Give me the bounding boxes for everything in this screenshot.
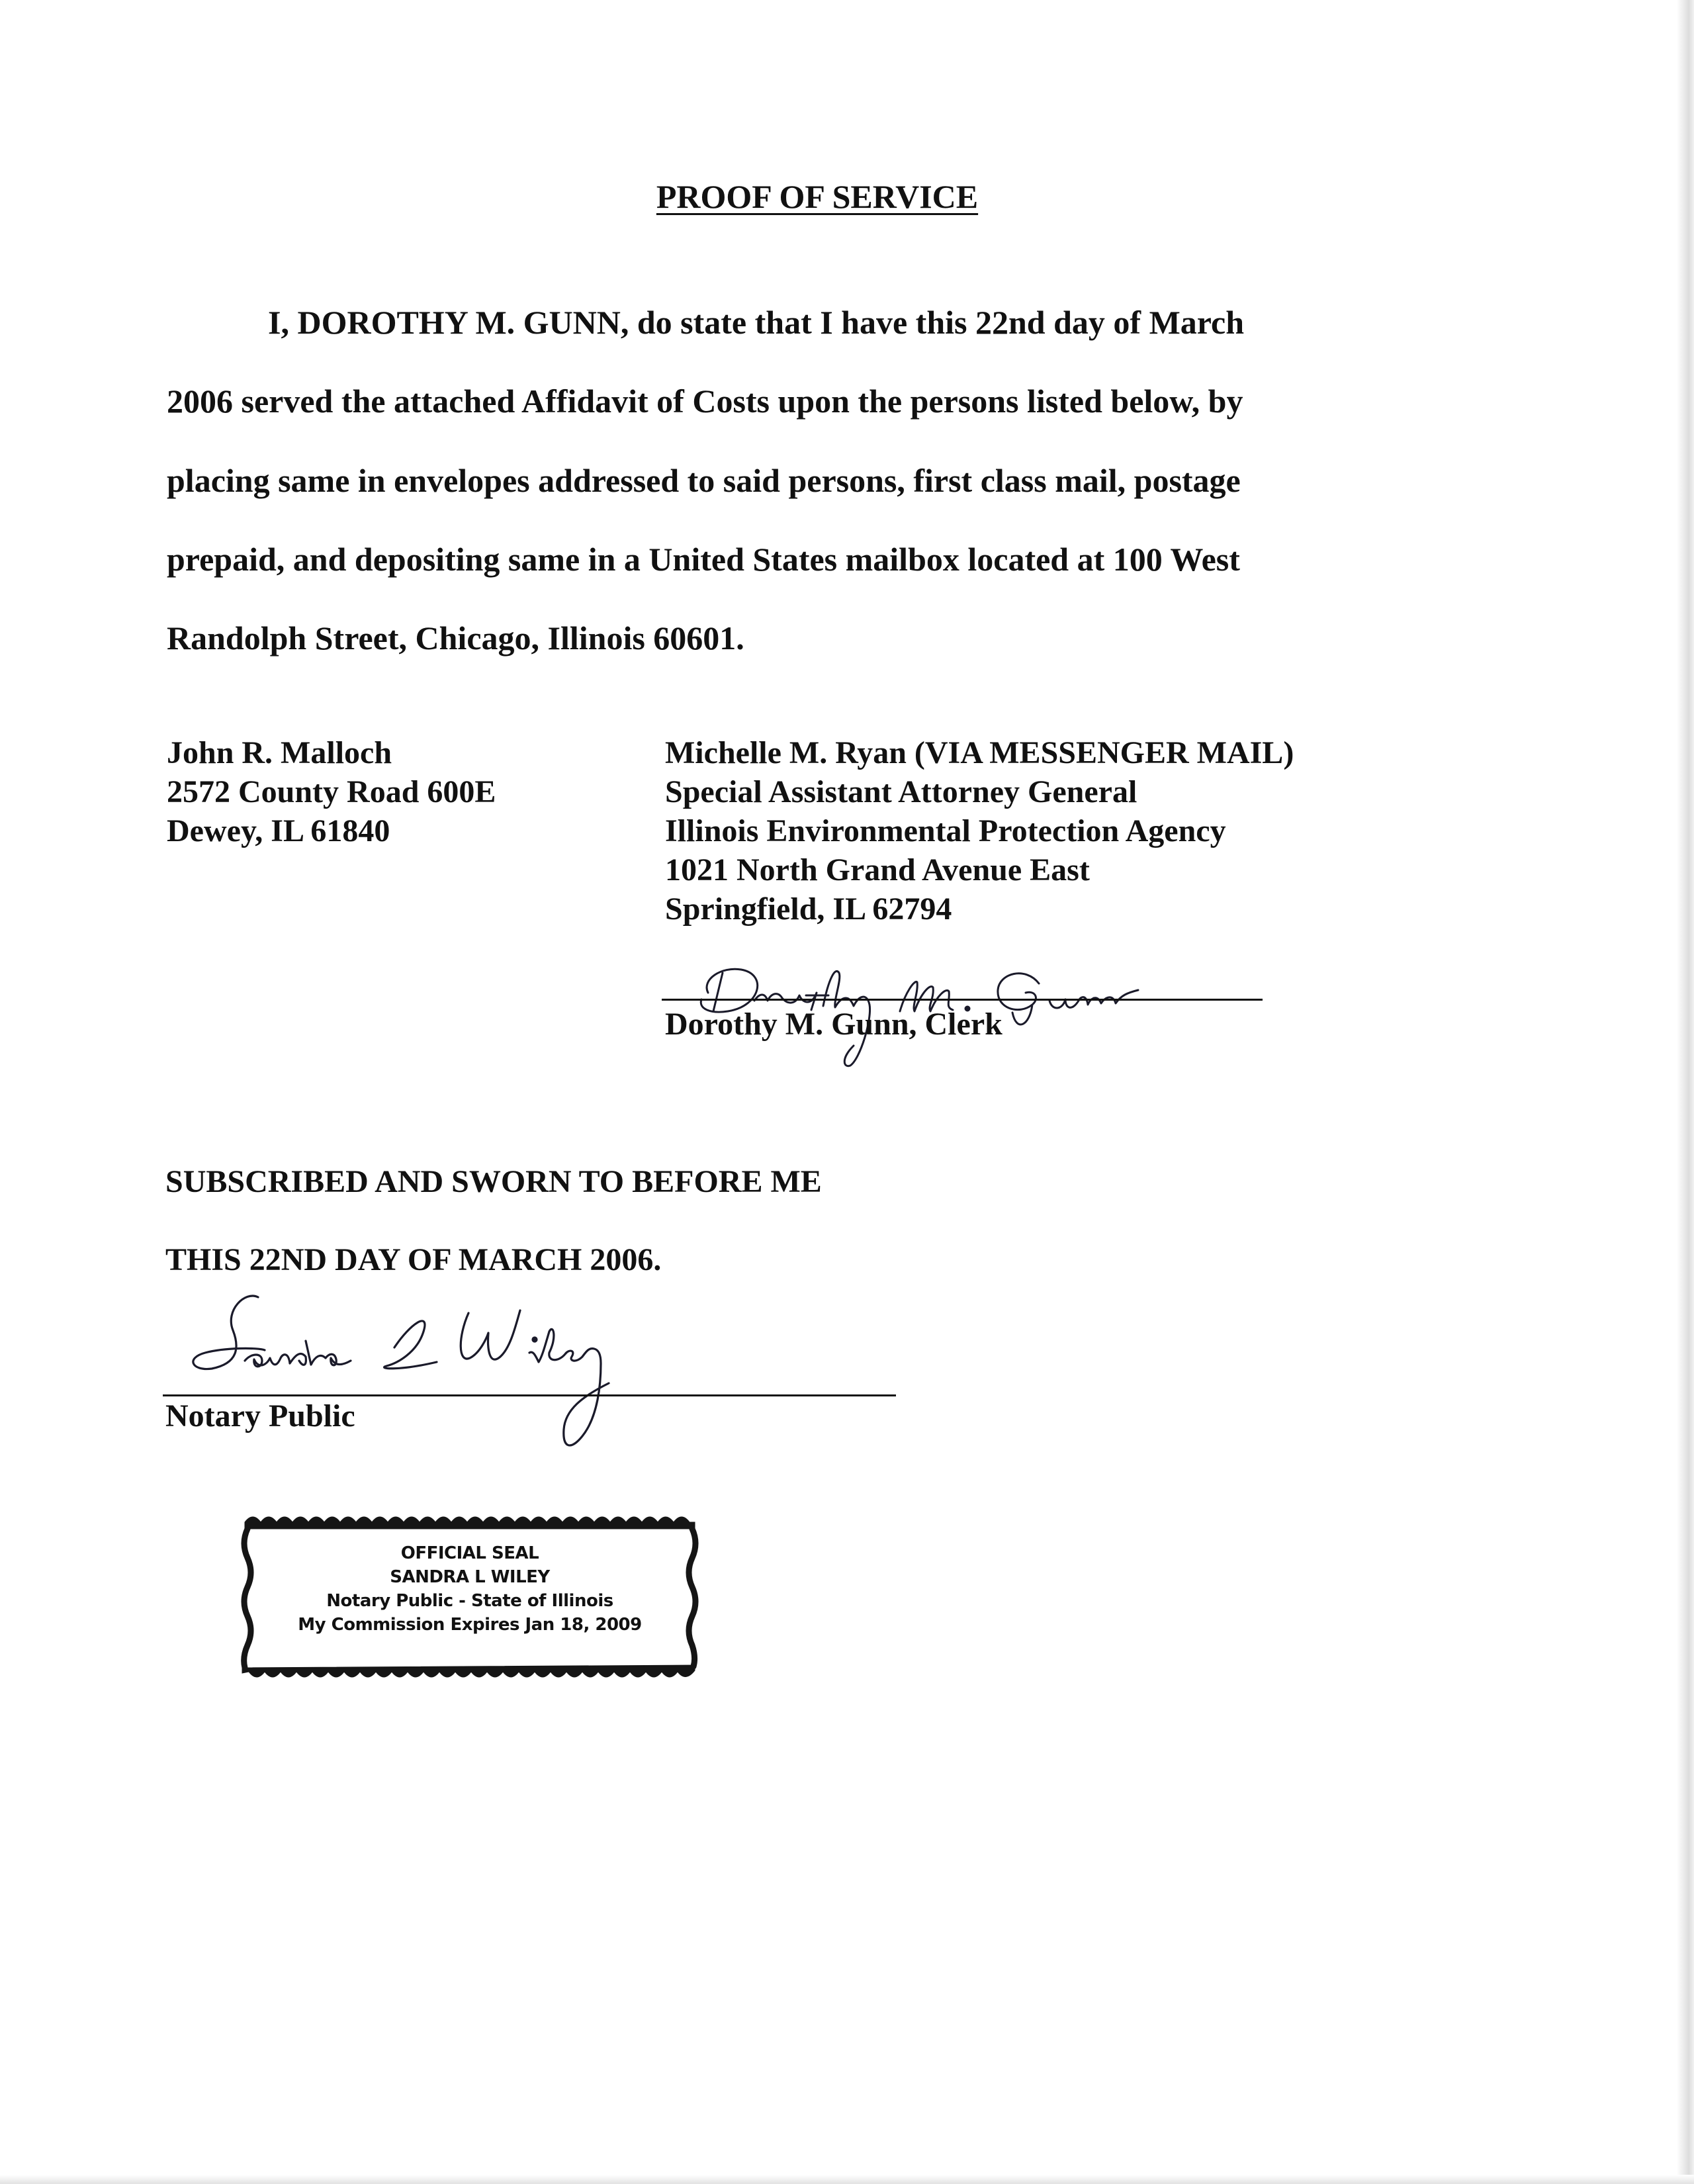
recipient-right-title: Special Assistant Attorney General [665, 774, 1137, 809]
jurat-line-2: THIS 22ND DAY OF MARCH 2006. [165, 1242, 662, 1277]
recipient-right-name: Michelle M. Ryan (VIA MESSENGER MAIL) [665, 735, 1294, 770]
notary-signature-caption: Notary Public [165, 1398, 355, 1433]
paragraph-line-2: 2006 served the attached Affidavit of Costs upon the persons listed below, by [167, 383, 1243, 420]
paragraph-line-5: Randolph Street, Chicago, Illinois 60601. [167, 619, 744, 657]
scan-edge-bottom [0, 2175, 1694, 2184]
recipient-right-street: 1021 North Grand Avenue East [665, 852, 1090, 887]
recipient-left-city: Dewey, IL 61840 [167, 813, 390, 848]
seal-line-4: My Commission Expires Jan 18, 2009 [298, 1615, 642, 1635]
clerk-signature-caption: Dorothy M. Gunn, Clerk [665, 1007, 1003, 1042]
recipient-left-name: John R. Malloch [167, 735, 392, 770]
paragraph-line-3: placing same in envelopes addressed to said persons, first class mail, postage [167, 462, 1241, 499]
seal-line-2: SANDRA L WILEY [390, 1567, 550, 1587]
notary-signature-line [163, 1394, 896, 1396]
paragraph-line-4: prepaid, and depositing same in a United States mailbox located at 100 West [167, 541, 1240, 578]
seal-line-3: Notary Public - State of Illinois [326, 1591, 613, 1611]
seal-line-1: OFFICIAL SEAL [400, 1543, 539, 1563]
clerk-signature-line [662, 999, 1263, 1001]
page-title [0, 177, 1634, 216]
recipient-right-agency: Illinois Environmental Protection Agency [665, 813, 1226, 848]
jurat-line-1: SUBSCRIBED AND SWORN TO BEFORE ME [165, 1164, 822, 1199]
recipient-left-street: 2572 County Road 600E [167, 774, 496, 809]
page-title-text: PROOF OF SERVICE [656, 178, 979, 215]
scan-edge-right [1677, 0, 1694, 2184]
official-notary-seal [238, 1509, 701, 1688]
paragraph-line-1: I, DOROTHY M. GUNN, do state that I have this 22nd day of March [268, 304, 1245, 341]
notary-handwritten-signature [159, 1284, 662, 1469]
recipient-right-city: Springfield, IL 62794 [665, 891, 952, 927]
